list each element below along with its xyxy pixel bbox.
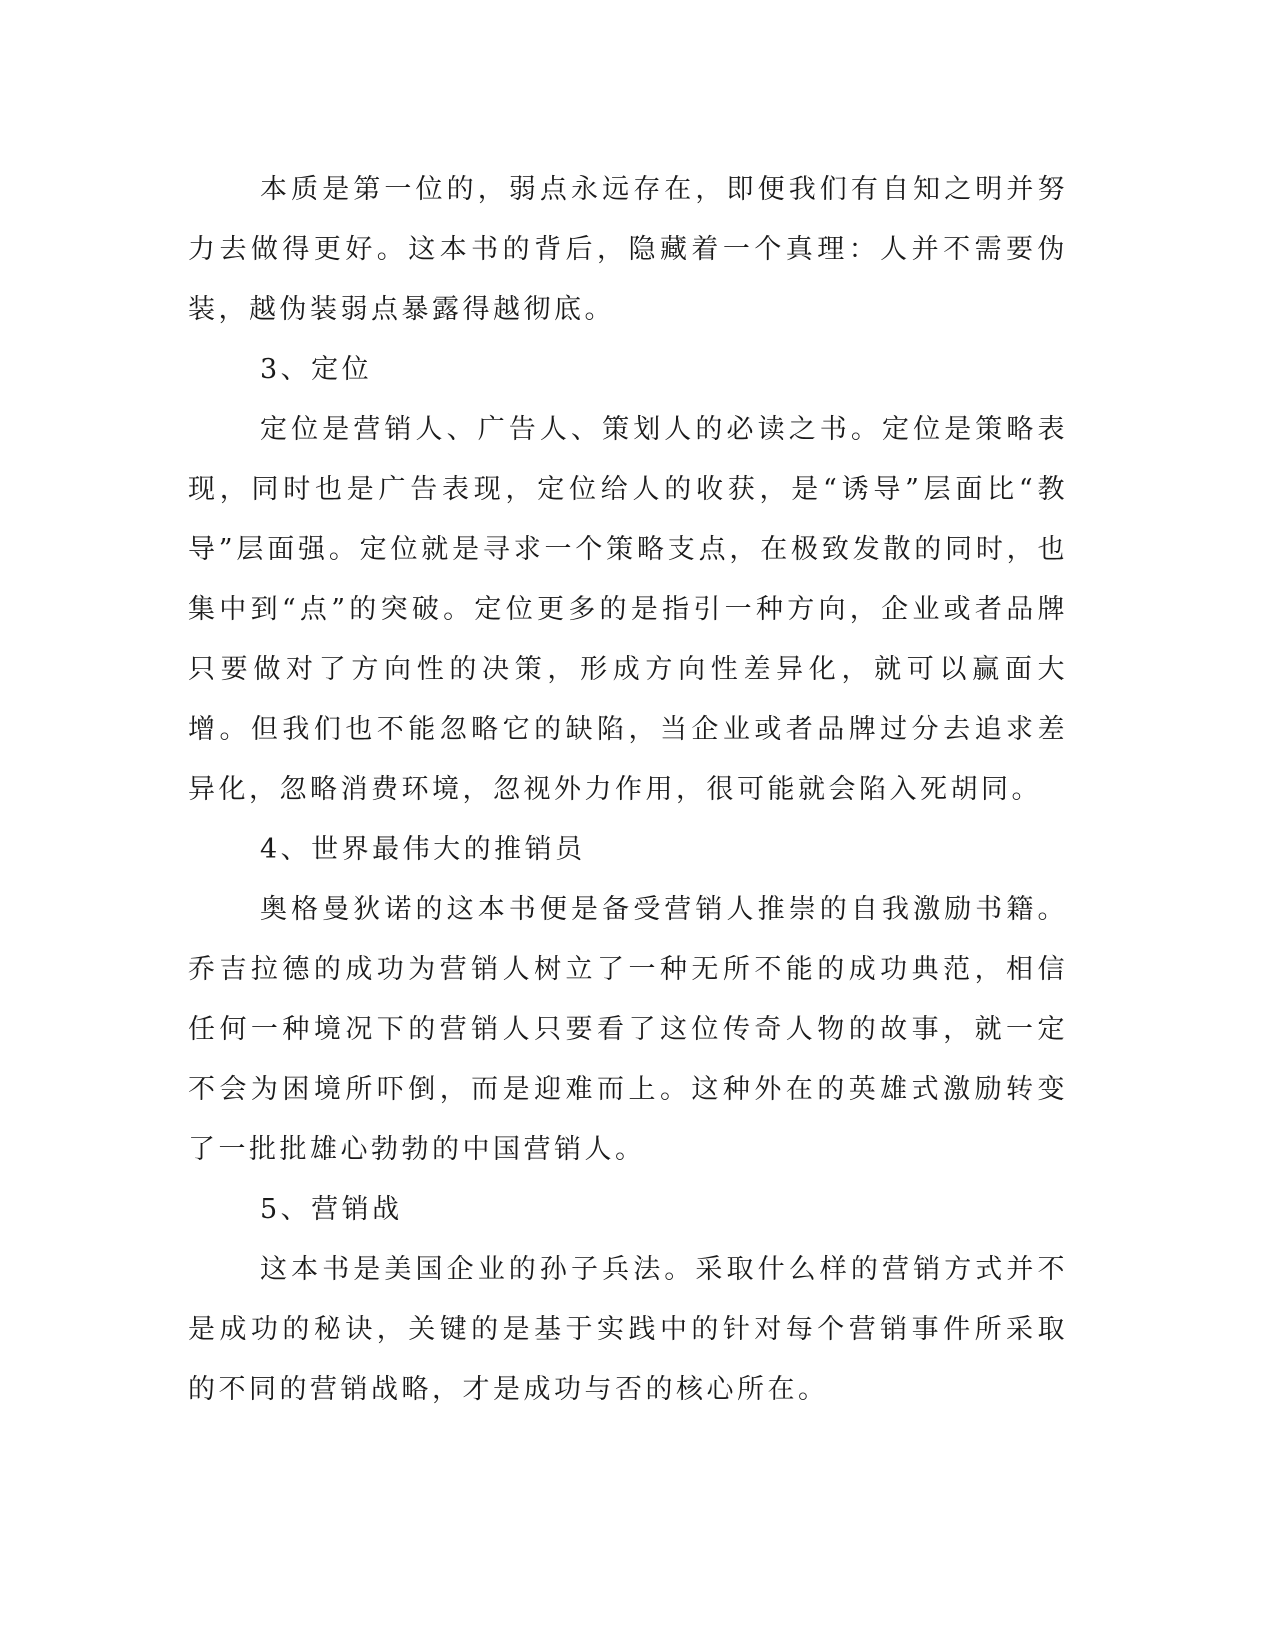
paragraph-intro: 本质是第一位的，弱点永远存在，即便我们有自知之明并努力去做得更好。这本书的背后，隐藏着一个真理：人并不需要伪装，越伪装弱点暴露得越彻底。 <box>188 174 1068 325</box>
paragraph-greatest-salesman: 奥格曼狄诺的这本书便是备受营销人推崇的自我激励书籍。乔吉拉德的成功为营销人树立了一种无所不能的成功典范，相信任何一种境况下的营销人只要看了这位传奇人物的故事，就一定不会为困境所吓倒，而是迎难而上。这种外在的英雄式激励转变了一批批雄心勃勃的中国营销人。 <box>188 894 1068 1165</box>
paragraph-positioning: 定位是营销人、广告人、策划人的必读之书。定位是策略表现，同时也是广告表现，定位给人的收获，是“诱导”层面比“教导”层面强。定位就是寻求一个策略支点，在极致发散的同时，也集中到“点”的突破。定位更多的是指引一种方向，企业或者品牌只要做对了方向性的决策，形成方向性差异化，就可以赢面大增。但我们也不能忽略它的缺陷，当企业或者品牌过分去追求差异化，忽略消费环境，忽视外力作用，很可能就会陷入死胡同。 <box>188 414 1068 805</box>
section-heading-marketing-warfare: 5、营销战 <box>260 1194 403 1225</box>
paragraph-marketing-warfare: 这本书是美国企业的孙子兵法。采取什么样的营销方式并不是成功的秘诀，关键的是基于实践中的针对每个营销事件所采取的不同的营销战略，才是成功与否的核心所在。 <box>188 1254 1068 1405</box>
section-heading-positioning: 3、定位 <box>260 354 373 385</box>
section-heading-greatest-salesman: 4、世界最伟大的推销员 <box>260 834 586 865</box>
document-body <box>188 160 1068 1420</box>
